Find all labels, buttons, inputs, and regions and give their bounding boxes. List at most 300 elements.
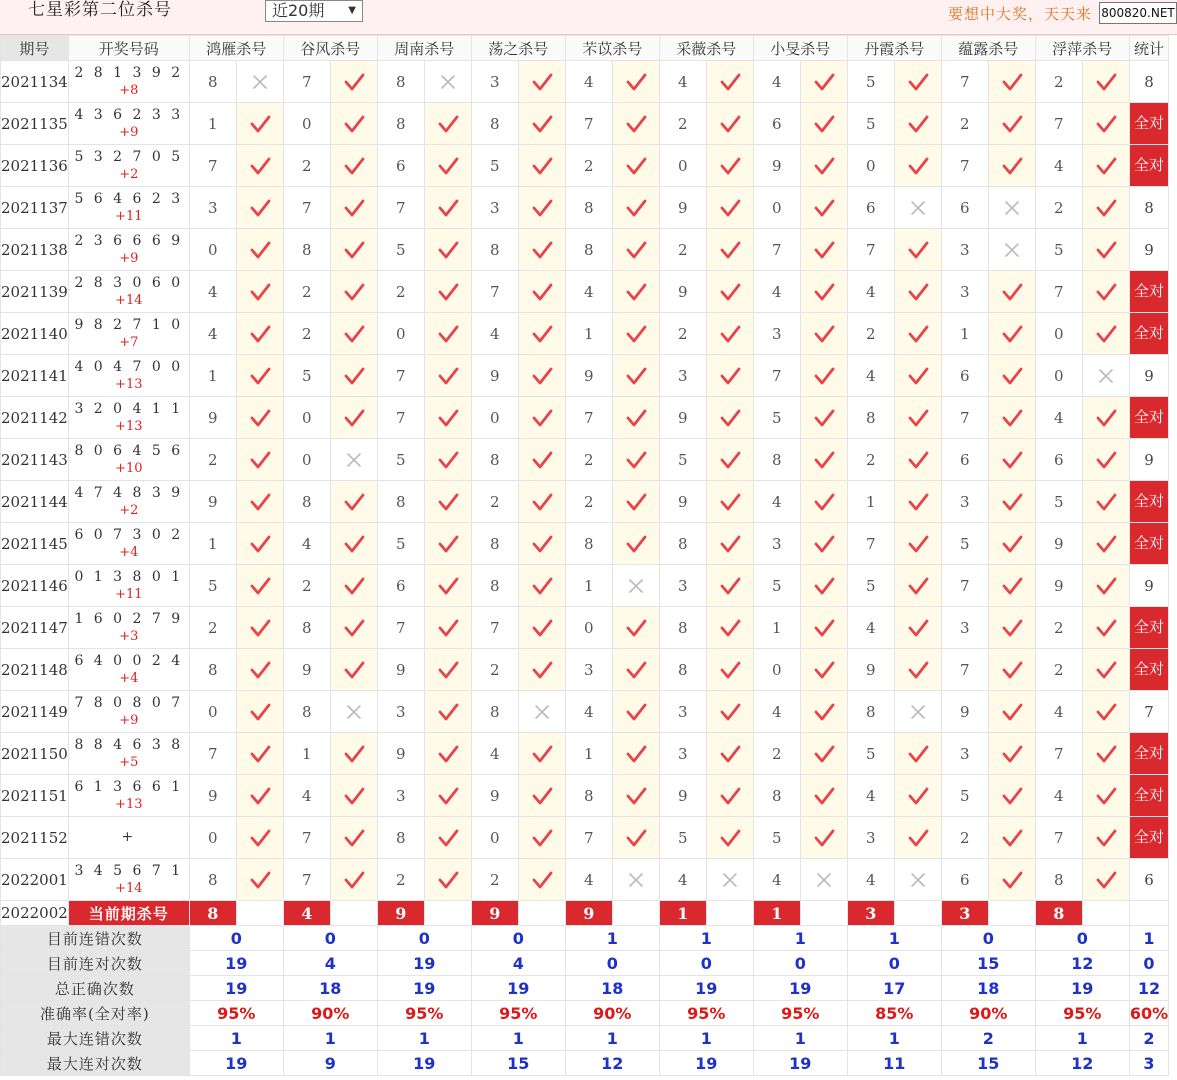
check-icon — [625, 744, 647, 764]
check-icon — [1095, 198, 1117, 218]
period-select-value: 近20期 — [272, 1, 325, 20]
check-icon — [813, 114, 835, 134]
kill-number-cell: 7 — [471, 271, 518, 313]
result-mark-cell — [800, 187, 847, 229]
stats-value: 1 — [1035, 1026, 1129, 1051]
draw-numbers-cell — [68, 481, 189, 523]
kill-number-cell: 2 — [189, 439, 236, 481]
result-mark-cell — [894, 145, 941, 187]
kill-number-cell: 7 — [189, 145, 236, 187]
kill-number-cell: 5 — [941, 775, 988, 817]
result-mark-cell — [706, 271, 753, 313]
result-mark-cell — [330, 145, 377, 187]
result-mark-cell — [988, 397, 1035, 439]
result-mark-cell — [612, 607, 659, 649]
check-icon — [907, 618, 929, 638]
result-mark-cell — [330, 607, 377, 649]
check-icon — [1001, 156, 1023, 176]
kill-number-cell: 4 — [753, 859, 800, 901]
kill-number-cell: 3 — [471, 187, 518, 229]
result-mark-cell — [518, 775, 565, 817]
check-icon — [625, 282, 647, 302]
result-mark-cell — [1082, 817, 1129, 859]
check-icon — [1001, 534, 1023, 554]
kill-number-table — [0, 35, 1169, 1076]
stats-value: 3 — [1129, 1051, 1168, 1076]
check-icon — [813, 366, 835, 386]
result-mark-cell — [800, 145, 847, 187]
kill-number-cell: 8 — [189, 859, 236, 901]
check-icon — [531, 660, 553, 680]
draw-numbers: 3 2 0 4 1 1 — [74, 400, 184, 417]
check-icon — [625, 492, 647, 512]
stats-value: 19 — [753, 1051, 847, 1076]
kill-number-cell: 5 — [753, 817, 800, 859]
check-icon — [1001, 576, 1023, 596]
result-mark-cell — [894, 313, 941, 355]
kill-number-cell: 1 — [565, 733, 612, 775]
kill-number-cell: 7 — [471, 607, 518, 649]
result-mark-cell — [236, 859, 283, 901]
current-kill-spacer — [1082, 901, 1129, 926]
kill-number-cell: 9 — [659, 271, 706, 313]
current-kill-spacer — [612, 901, 659, 926]
result-mark-cell — [1082, 61, 1129, 103]
stats-value: 1 — [189, 1026, 283, 1051]
kill-number-cell: 5 — [753, 565, 800, 607]
kill-number-cell: 3 — [377, 691, 424, 733]
kill-number-cell: 0 — [1035, 355, 1082, 397]
column-header-killer: 鸿雁杀号 — [189, 36, 283, 61]
check-icon — [437, 408, 459, 428]
result-mark-cell — [518, 859, 565, 901]
all-correct-badge: 全对 — [1129, 649, 1168, 691]
stats-row — [1, 1001, 1169, 1026]
cross-icon — [719, 870, 741, 890]
stats-value: 11 — [847, 1051, 941, 1076]
check-icon — [625, 660, 647, 680]
result-mark-cell — [518, 103, 565, 145]
site-badge[interactable]: 800820.NET — [1099, 2, 1177, 24]
result-mark-cell — [330, 355, 377, 397]
stats-value: 19 — [659, 976, 753, 1001]
check-icon — [1001, 744, 1023, 764]
check-icon — [813, 660, 835, 680]
stats-value: 0 — [659, 951, 753, 976]
result-mark-cell — [424, 229, 471, 271]
draw-sum: +2 — [119, 166, 139, 182]
issue-cell: 2021151 — [1, 775, 69, 817]
column-header-draw: 开奖号码 — [68, 36, 189, 61]
check-icon — [437, 660, 459, 680]
draw-sum: +11 — [115, 586, 143, 602]
kill-number-cell: 5 — [1035, 481, 1082, 523]
issue-cell: 2021146 — [1, 565, 69, 607]
check-icon — [719, 366, 741, 386]
kill-number-cell: 9 — [659, 775, 706, 817]
kill-number-cell: 3 — [753, 313, 800, 355]
kill-number-cell: 3 — [847, 817, 894, 859]
check-icon — [343, 198, 365, 218]
table-row — [1, 859, 1169, 901]
issue-cell: 2021143 — [1, 439, 69, 481]
kill-number-cell: 2 — [565, 481, 612, 523]
result-mark-cell — [706, 733, 753, 775]
check-icon — [907, 408, 929, 428]
table-row — [1, 565, 1169, 607]
draw-sum: +7 — [119, 334, 139, 350]
check-icon — [907, 744, 929, 764]
kill-number-cell: 4 — [283, 523, 330, 565]
check-icon — [343, 576, 365, 596]
check-icon — [249, 366, 271, 386]
result-mark-cell — [894, 817, 941, 859]
draw-numbers: 6 4 0 0 2 4 — [74, 652, 184, 669]
check-icon — [343, 828, 365, 848]
kill-number-cell: 8 — [283, 229, 330, 271]
draw-sum: +5 — [119, 754, 139, 770]
kill-number-cell: 0 — [189, 691, 236, 733]
result-mark-cell — [706, 61, 753, 103]
column-header-killer: 荡之杀号 — [471, 36, 565, 61]
result-mark-cell — [236, 271, 283, 313]
check-icon — [719, 450, 741, 470]
stats-value: 95% — [471, 1001, 565, 1026]
kill-number-cell: 9 — [659, 187, 706, 229]
column-header-issue: 期号 — [1, 36, 69, 61]
result-mark-cell — [518, 355, 565, 397]
result-mark-cell — [612, 439, 659, 481]
result-mark-cell — [612, 103, 659, 145]
kill-number-cell: 2 — [1035, 61, 1082, 103]
result-mark-cell — [706, 397, 753, 439]
kill-number-cell: 8 — [471, 439, 518, 481]
kill-number-cell: 5 — [377, 439, 424, 481]
draw-numbers: 5 3 2 7 0 5 — [74, 148, 184, 165]
result-mark-cell — [800, 439, 847, 481]
kill-number-cell: 7 — [377, 607, 424, 649]
result-mark-cell — [706, 229, 753, 271]
stats-label: 目前连错次数 — [1, 926, 190, 951]
kill-number-cell: 7 — [847, 229, 894, 271]
draw-sum: +13 — [115, 376, 143, 392]
draw-numbers: 4 7 4 8 3 9 — [74, 484, 184, 501]
kill-number-cell: 1 — [189, 103, 236, 145]
kill-number-cell: 0 — [377, 313, 424, 355]
kill-number-cell: 6 — [1035, 439, 1082, 481]
result-mark-cell — [424, 565, 471, 607]
check-icon — [343, 282, 365, 302]
check-icon — [343, 660, 365, 680]
check-icon — [343, 870, 365, 890]
check-icon — [719, 408, 741, 428]
kill-number-cell: 2 — [659, 313, 706, 355]
check-icon — [907, 156, 929, 176]
kill-number-cell: 3 — [941, 271, 988, 313]
check-icon — [343, 156, 365, 176]
kill-number-cell: 6 — [753, 103, 800, 145]
result-mark-cell — [612, 775, 659, 817]
period-select[interactable] — [265, 0, 363, 22]
check-icon — [531, 114, 553, 134]
result-mark-cell — [612, 565, 659, 607]
check-icon — [907, 828, 929, 848]
check-icon — [813, 408, 835, 428]
kill-number-cell: 9 — [189, 775, 236, 817]
result-mark-cell — [424, 439, 471, 481]
result-mark-cell — [1082, 271, 1129, 313]
result-mark-cell — [894, 355, 941, 397]
table-row — [1, 145, 1169, 187]
result-mark-cell — [236, 523, 283, 565]
table-row — [1, 187, 1169, 229]
kill-number-cell: 4 — [471, 733, 518, 775]
check-icon — [813, 282, 835, 302]
result-mark-cell — [236, 61, 283, 103]
kill-number-cell: 4 — [847, 859, 894, 901]
check-icon — [1001, 660, 1023, 680]
kill-number-cell: 7 — [941, 145, 988, 187]
check-icon — [907, 660, 929, 680]
result-mark-cell — [988, 187, 1035, 229]
stats-value: 0 — [1129, 951, 1168, 976]
check-icon — [719, 534, 741, 554]
check-icon — [531, 240, 553, 260]
result-mark-cell — [894, 649, 941, 691]
kill-number-cell: 8 — [753, 775, 800, 817]
check-icon — [1001, 72, 1023, 92]
result-mark-cell — [800, 691, 847, 733]
kill-number-cell: 9 — [189, 481, 236, 523]
all-correct-badge: 全对 — [1129, 523, 1168, 565]
kill-number-cell: 3 — [941, 607, 988, 649]
result-mark-cell — [330, 859, 377, 901]
current-issue-row — [1, 901, 1169, 926]
kill-number-cell: 4 — [1035, 397, 1082, 439]
check-icon — [437, 870, 459, 890]
result-mark-cell — [988, 61, 1035, 103]
kill-number-cell: 3 — [189, 187, 236, 229]
kill-number-cell: 8 — [377, 61, 424, 103]
result-mark-cell — [800, 523, 847, 565]
cross-icon — [1001, 198, 1023, 218]
check-icon — [437, 492, 459, 512]
check-icon — [1001, 450, 1023, 470]
kill-number-cell: 3 — [377, 775, 424, 817]
check-icon — [437, 114, 459, 134]
kill-number-cell: 2 — [659, 103, 706, 145]
issue-cell: 2021148 — [1, 649, 69, 691]
current-label: 当前期杀号 — [68, 901, 189, 926]
check-icon — [813, 744, 835, 764]
result-mark-cell — [894, 607, 941, 649]
check-icon — [625, 156, 647, 176]
kill-number-cell: 2 — [283, 271, 330, 313]
table-row — [1, 61, 1169, 103]
check-icon — [343, 72, 365, 92]
stat-cell: 9 — [1129, 355, 1168, 397]
kill-number-cell: 7 — [283, 187, 330, 229]
stats-value: 17 — [847, 976, 941, 1001]
check-icon — [437, 828, 459, 848]
kill-number-cell: 5 — [847, 565, 894, 607]
result-mark-cell — [1082, 649, 1129, 691]
check-icon — [625, 702, 647, 722]
stats-value: 19 — [189, 1051, 283, 1076]
column-header-killer: 谷风杀号 — [283, 36, 377, 61]
check-icon — [907, 240, 929, 260]
check-icon — [1095, 156, 1117, 176]
result-mark-cell — [518, 523, 565, 565]
kill-number-cell: 1 — [565, 565, 612, 607]
check-icon — [249, 870, 271, 890]
result-mark-cell — [236, 397, 283, 439]
result-mark-cell — [518, 565, 565, 607]
kill-number-cell: 5 — [659, 439, 706, 481]
page-title: 七星彩第二位杀号 — [28, 0, 172, 20]
kill-number-cell: 2 — [941, 817, 988, 859]
kill-number-cell: 2 — [753, 733, 800, 775]
kill-number-cell: 7 — [941, 397, 988, 439]
result-mark-cell — [894, 103, 941, 145]
check-icon — [249, 240, 271, 260]
kill-number-cell: 4 — [283, 775, 330, 817]
all-correct-badge: 全对 — [1129, 733, 1168, 775]
result-mark-cell — [424, 607, 471, 649]
check-icon — [907, 366, 929, 386]
stats-value: 1 — [471, 1026, 565, 1051]
result-mark-cell — [518, 313, 565, 355]
check-icon — [343, 324, 365, 344]
check-icon — [531, 576, 553, 596]
result-mark-cell — [706, 649, 753, 691]
kill-number-cell: 3 — [659, 691, 706, 733]
result-mark-cell — [236, 229, 283, 271]
result-mark-cell — [1082, 439, 1129, 481]
kill-number-cell: 8 — [471, 565, 518, 607]
kill-number-cell: 3 — [471, 61, 518, 103]
check-icon — [249, 198, 271, 218]
kill-number-cell: 5 — [847, 733, 894, 775]
stats-value: 0 — [847, 951, 941, 976]
result-mark-cell — [330, 187, 377, 229]
all-correct-badge: 全对 — [1129, 775, 1168, 817]
check-icon — [531, 324, 553, 344]
check-icon — [249, 618, 271, 638]
kill-number-cell: 5 — [189, 565, 236, 607]
result-mark-cell — [894, 565, 941, 607]
stats-value: 2 — [1129, 1026, 1168, 1051]
check-icon — [625, 366, 647, 386]
result-mark-cell — [988, 691, 1035, 733]
check-icon — [625, 408, 647, 428]
check-icon — [719, 786, 741, 806]
stats-value: 19 — [377, 976, 471, 1001]
stats-value: 95% — [189, 1001, 283, 1026]
result-mark-cell — [894, 439, 941, 481]
stats-value: 1 — [753, 1026, 847, 1051]
kill-number-cell: 2 — [283, 313, 330, 355]
draw-numbers: 4 0 4 7 0 0 — [74, 358, 184, 375]
result-mark-cell — [894, 481, 941, 523]
result-mark-cell — [330, 61, 377, 103]
kill-number-cell: 9 — [377, 733, 424, 775]
kill-number-cell: 1 — [753, 607, 800, 649]
kill-number-cell: 7 — [283, 817, 330, 859]
check-icon — [437, 534, 459, 554]
result-mark-cell — [330, 271, 377, 313]
result-mark-cell — [706, 103, 753, 145]
result-mark-cell — [236, 691, 283, 733]
draw-numbers: 0 1 3 8 0 1 — [74, 568, 184, 585]
result-mark-cell — [988, 145, 1035, 187]
kill-number-cell: 9 — [377, 649, 424, 691]
result-mark-cell — [988, 775, 1035, 817]
result-mark-cell — [894, 775, 941, 817]
draw-numbers-cell — [68, 565, 189, 607]
table-row — [1, 817, 1169, 859]
check-icon — [249, 408, 271, 428]
stat-cell: 7 — [1129, 691, 1168, 733]
check-icon — [1001, 492, 1023, 512]
cross-icon — [1001, 240, 1023, 260]
draw-numbers-cell — [68, 775, 189, 817]
draw-numbers-cell — [68, 313, 189, 355]
check-icon — [249, 786, 271, 806]
draw-sum: +13 — [115, 796, 143, 812]
check-icon — [437, 618, 459, 638]
check-icon — [625, 450, 647, 470]
check-icon — [907, 492, 929, 512]
result-mark-cell — [988, 439, 1035, 481]
draw-numbers-cell — [68, 649, 189, 691]
kill-number-cell: 7 — [753, 355, 800, 397]
result-mark-cell — [330, 691, 377, 733]
check-icon — [343, 240, 365, 260]
result-mark-cell — [988, 817, 1035, 859]
check-icon — [1095, 870, 1117, 890]
kill-number-cell: 8 — [471, 229, 518, 271]
kill-number-cell: 9 — [659, 397, 706, 439]
column-header-killer: 蕴露杀号 — [941, 36, 1035, 61]
kill-number-cell: 7 — [565, 103, 612, 145]
check-icon — [437, 450, 459, 470]
result-mark-cell — [330, 313, 377, 355]
kill-number-cell: 1 — [283, 733, 330, 775]
result-mark-cell — [988, 733, 1035, 775]
all-correct-badge: 全对 — [1129, 481, 1168, 523]
kill-number-cell: 7 — [189, 733, 236, 775]
check-icon — [625, 240, 647, 260]
table-row — [1, 607, 1169, 649]
result-mark-cell — [1082, 859, 1129, 901]
result-mark-cell — [1082, 397, 1129, 439]
stats-value: 4 — [471, 951, 565, 976]
draw-numbers-cell — [68, 817, 189, 859]
kill-number-cell: 8 — [565, 187, 612, 229]
result-mark-cell — [612, 817, 659, 859]
check-icon — [1095, 702, 1117, 722]
draw-sum: +9 — [119, 250, 139, 266]
result-mark-cell — [330, 397, 377, 439]
kill-number-cell: 8 — [753, 439, 800, 481]
kill-number-cell: 2 — [1035, 187, 1082, 229]
result-mark-cell — [236, 607, 283, 649]
result-mark-cell — [424, 481, 471, 523]
stat-cell: 6 — [1129, 859, 1168, 901]
table-row — [1, 397, 1169, 439]
stats-value: 60% — [1129, 1001, 1168, 1026]
